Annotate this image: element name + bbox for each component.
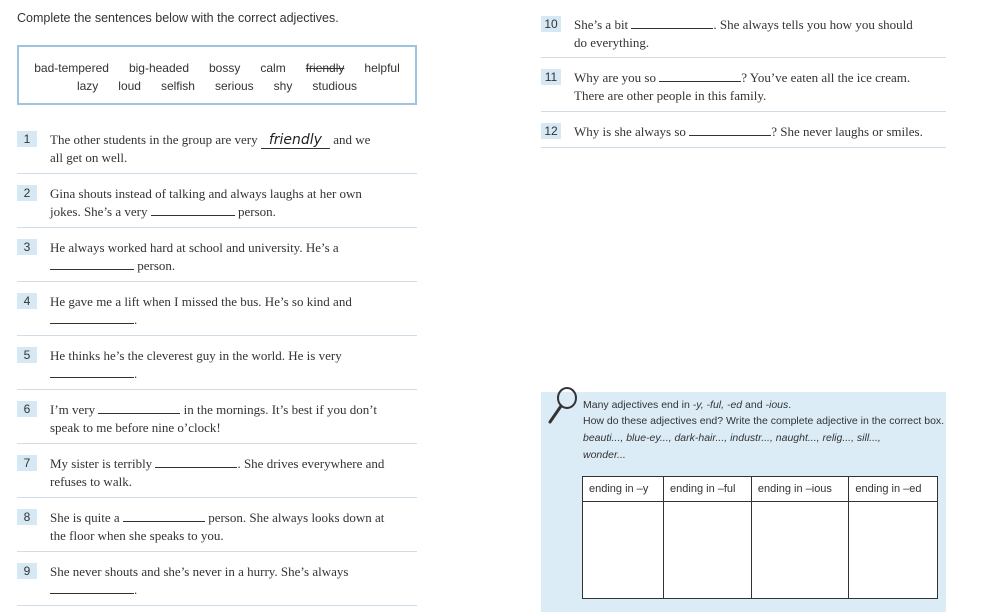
question-text-part: ? You’ve eaten all the ice cream. — [741, 70, 911, 85]
question-number: 12 — [541, 123, 561, 139]
word: helpful — [364, 61, 400, 75]
divider — [17, 227, 417, 228]
divider — [17, 389, 417, 390]
question-text — [574, 69, 910, 105]
question-text-part: all get on well. — [50, 150, 128, 165]
question-number: 7 — [17, 455, 37, 471]
word: selfish — [160, 79, 195, 93]
handwritten-answer: friendly — [261, 132, 330, 149]
question-text — [50, 239, 339, 275]
divider — [17, 605, 417, 606]
answer-cell-ious[interactable] — [751, 502, 848, 599]
question-text — [50, 293, 352, 329]
question-text-part: She’s a bit — [574, 17, 629, 32]
question-text — [50, 185, 362, 221]
tip-line-2: How do these adjectives end? Write the complete adjective in the correct box. — [583, 415, 945, 427]
answer-blank[interactable] — [50, 257, 134, 270]
question-2 — [17, 185, 417, 225]
word: big-headed — [128, 61, 189, 75]
question-number: 9 — [17, 563, 37, 579]
table-header: ending in –ed — [849, 477, 938, 502]
question-number: 5 — [17, 347, 37, 363]
question-text-part: refuses to walk. — [50, 474, 132, 489]
question-text-part: . She always tells you how you should — [713, 17, 913, 32]
question-text — [50, 131, 370, 167]
divider — [541, 57, 946, 58]
question-text-part: and we — [333, 132, 371, 147]
word: serious — [214, 79, 254, 93]
word-box-row-1 — [19, 61, 415, 75]
tip-text-part: and — [742, 399, 766, 411]
divider — [541, 147, 946, 148]
word-box-row-2 — [19, 79, 415, 93]
question-3 — [17, 239, 417, 279]
tip-text-part: Many adjectives end in — [583, 399, 693, 411]
question-number: 8 — [17, 509, 37, 525]
question-text-part: He always worked hard at school and university. He’s a — [50, 240, 339, 255]
question-text-part: She is quite a — [50, 510, 120, 525]
tip-text-part: . — [788, 399, 792, 411]
question-1 — [17, 131, 417, 171]
question-text — [50, 455, 384, 491]
question-10 — [541, 16, 946, 56]
word-box — [17, 45, 417, 105]
instructions: Complete the sentences below with the correct adjectives. — [17, 11, 339, 25]
word: shy — [273, 79, 293, 93]
word: studious — [312, 79, 358, 93]
question-text — [574, 123, 923, 141]
table-row — [583, 502, 938, 599]
tip-line-1 — [583, 397, 791, 413]
answer-cell-y[interactable] — [583, 502, 664, 599]
question-text — [574, 16, 913, 52]
divider — [17, 281, 417, 282]
divider — [17, 173, 417, 174]
question-text — [50, 347, 342, 383]
question-text-part: jokes. She’s a very — [50, 204, 148, 219]
question-number: 10 — [541, 16, 561, 32]
answer-blank[interactable] — [50, 365, 134, 378]
question-number: 3 — [17, 239, 37, 255]
divider — [541, 111, 946, 112]
divider — [17, 551, 417, 552]
question-number: 11 — [541, 69, 561, 85]
question-text-part: There are other people in this family. — [574, 88, 767, 103]
question-8 — [17, 509, 417, 549]
question-text-part: person. — [237, 204, 276, 219]
tip-line-4: wonder... — [583, 449, 626, 461]
divider — [17, 443, 417, 444]
question-4 — [17, 293, 417, 333]
question-text-part: . — [134, 312, 138, 327]
table-header-row — [583, 477, 938, 502]
answer-blank[interactable] — [98, 401, 180, 414]
answer-blank[interactable] — [631, 16, 713, 29]
word: bad-tempered — [34, 61, 109, 75]
question-text — [50, 563, 348, 599]
question-text-part: The other students in the group are very — [50, 132, 258, 147]
question-text — [50, 509, 384, 545]
question-text-part: . She drives everywhere and — [237, 456, 385, 471]
word: lazy — [76, 79, 99, 93]
question-text-part: do everything. — [574, 35, 650, 50]
question-text-part: He thinks he’s the cleverest guy in the world. He is very — [50, 348, 342, 363]
question-12 — [541, 123, 946, 145]
word: loud — [118, 79, 141, 93]
question-5 — [17, 347, 417, 387]
answer-blank[interactable] — [155, 455, 237, 468]
question-text-part: My sister is terribly — [50, 456, 153, 471]
answer-cell-ed[interactable] — [849, 502, 938, 599]
question-text-part: . — [134, 366, 138, 381]
table-header: ending in –ful — [664, 477, 752, 502]
question-text-part: Why are you so — [574, 70, 656, 85]
question-text-part: . — [134, 582, 138, 597]
endings-table — [582, 476, 938, 599]
question-text-part: ? She never laughs or smiles. — [771, 124, 923, 139]
question-text — [50, 401, 377, 437]
question-text-part: Gina shouts instead of talking and always laughs at her own — [50, 186, 362, 201]
question-text-part: the floor when she speaks to you. — [50, 528, 224, 543]
magnifying-glass-icon — [545, 386, 581, 428]
question-number: 6 — [17, 401, 37, 417]
answer-cell-ful[interactable] — [664, 502, 752, 599]
tip-line-3: beauti..., blue-ey..., dark-hair..., industr..., naught..., relig..., sill..., — [583, 432, 881, 444]
answer-blank[interactable] — [123, 509, 205, 522]
table-header: ending in –y — [583, 477, 664, 502]
question-text-part: in the mornings. It’s best if you don’t — [183, 402, 377, 417]
question-7 — [17, 455, 417, 495]
table-header: ending in –ious — [751, 477, 848, 502]
question-number: 2 — [17, 185, 37, 201]
question-number: 1 — [17, 131, 37, 147]
answer-blank[interactable] — [689, 123, 771, 136]
question-text-part: speak to me before nine o’clock! — [50, 420, 221, 435]
question-text-part: He gave me a lift when I missed the bus. He’s so kind and — [50, 294, 352, 309]
question-number: 4 — [17, 293, 37, 309]
word: calm — [260, 61, 286, 75]
question-text-part: She never shouts and she’s never in a hurry. She’s always — [50, 564, 349, 579]
question-text-part: person. — [137, 258, 176, 273]
question-6 — [17, 401, 417, 441]
divider — [17, 497, 417, 498]
answer-blank[interactable] — [50, 581, 134, 594]
question-text-part: Why is she always so — [574, 124, 686, 139]
question-11 — [541, 69, 946, 109]
tip-text-part: -y, -ful, -ed — [692, 399, 743, 411]
tip-text-part: -ious — [765, 399, 789, 411]
divider — [17, 335, 417, 336]
word-crossed-out: friendly — [305, 61, 345, 75]
word: bossy — [209, 61, 241, 75]
answer-blank[interactable] — [151, 203, 235, 216]
answer-blank[interactable] — [659, 69, 741, 82]
question-text-part: I’m very — [50, 402, 96, 417]
question-9 — [17, 563, 417, 603]
answer-blank[interactable] — [50, 311, 134, 324]
question-text-part: person. She always looks down at — [208, 510, 385, 525]
